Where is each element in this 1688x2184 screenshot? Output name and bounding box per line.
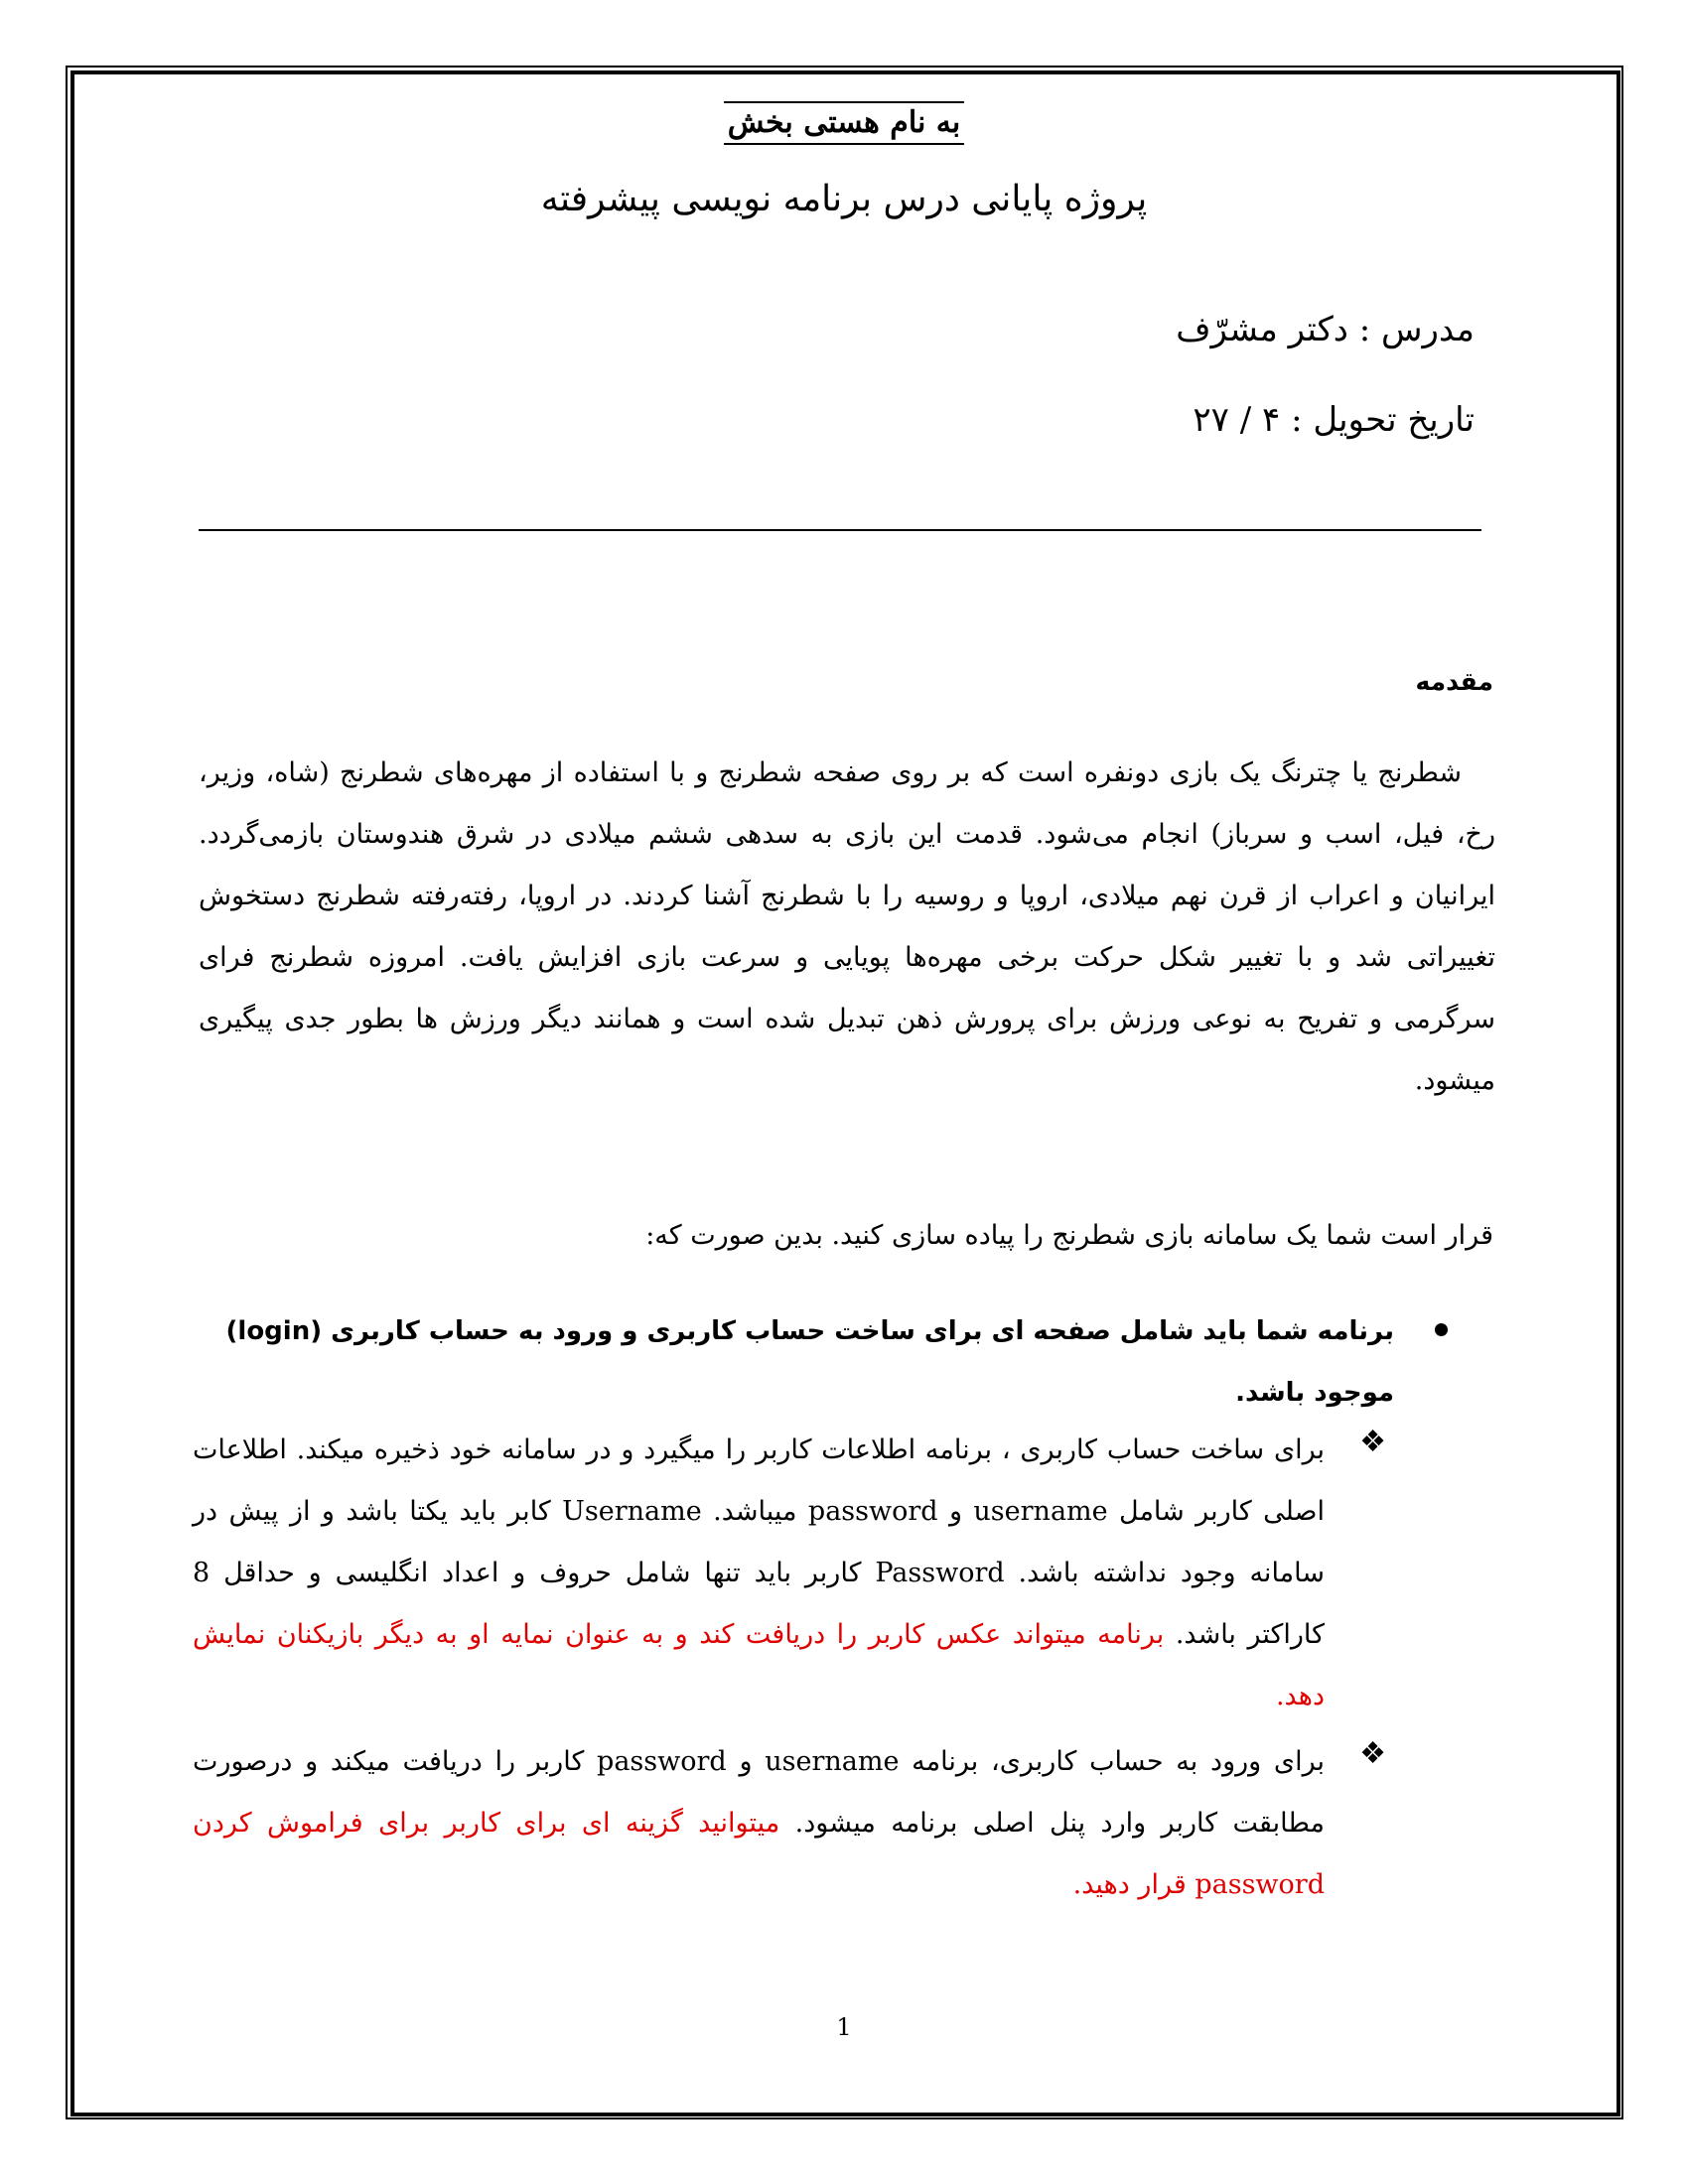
login-optional-note: میتوانید گزینه ای برای کاربر برای فراموش کردن password قرار دهید. xyxy=(193,1808,1325,1900)
due-date-line xyxy=(1193,400,1475,440)
diamond-cluster-icon: ❖ xyxy=(1359,1736,1386,1771)
project-title: پروژه پایانی درس برنامه نویسی پیشرفته xyxy=(540,179,1148,219)
intro-paragraph: شطرنج یا چترنگ یک بازی دونفره است که بر روی صفحه شطرنج و با استفاده از مهره‌های شطرنج (شاه، وزیر، رخ، فیل، اسب و سرباز) انجام می‌شود. قدمت این بازی به سدهی ششم میلادی در شرق هندوستان بازمی‌گردد. ایرانیان و اعراب از قرن نهم میلادی، اروپا و روسیه را با شطرنج آشنا کردند. در اروپا، رفته‌رفته شطرنج دستخوش تغییراتی شد و با تغییر شکل حرکت برخی مهره‌ها پویایی و سرعت بازی افزایش یافت. امروزه شطرنج فرای سرگرمی و تفریح به نوعی ورزش برای پرورش ذهن تبدیل شده است و همانند دیگر ورزش ها بطور جدی پیگیری میشود. xyxy=(199,757,1495,1096)
diamond-cluster-icon: ❖ xyxy=(1359,1425,1386,1459)
page-number: 1 xyxy=(836,2013,852,2041)
sub-requirements-list xyxy=(193,1420,1493,1920)
login-description: برای ورود به حساب کاربری، برنامه username و password کاربر را دریافت میکند و درصورت مطابقت کاربر وارد پنل اصلی برنامه میشود. xyxy=(193,1746,1325,1839)
due-date-value: ۴ / ۲۷ xyxy=(1193,400,1281,440)
signup-description: برای ساخت حساب کاربری ، برنامه اطلاعات کاربر را میگیرد و در سامانه خود ذخیره میکند. اطلاعات اصلی کاربر شامل username و password میباشد. Username کابر باید یکتا باشد و از پیش در سامانه وجود نداشته باشد. Password کاربر باید تنها شامل حروف و اعداد انگلیسی و حداقل 8 کاراکتر باشد. xyxy=(193,1434,1325,1650)
requirement-bullet xyxy=(193,1300,1493,1424)
intro-heading: مقدمه xyxy=(1415,667,1493,696)
sub-requirement-signup xyxy=(193,1420,1493,1727)
signup-optional-note: برنامه میتواند عکس کاربر را دریافت کند و به عنوان نمایه او به دیگر بازیکنان نمایش دهد. xyxy=(193,1619,1325,1711)
sub-requirement-text xyxy=(193,1731,1325,1916)
bismillah-heading xyxy=(596,101,1092,145)
intro-paragraph-block xyxy=(199,743,1495,1112)
instructor-name: دکتر مشرّف xyxy=(1176,310,1348,349)
bismillah-text: به نام هستی بخش xyxy=(724,101,964,145)
colon-separator: : xyxy=(1347,310,1371,349)
bullet-dot-icon xyxy=(1435,1323,1448,1336)
colon-separator: : xyxy=(1280,400,1303,440)
requirements-lead-in: قرار است شما یک سامانه بازی شطرنج را پیاده سازی کنید. بدین صورت که: xyxy=(645,1220,1493,1251)
instructor-label: مدرس xyxy=(1381,310,1475,349)
sub-requirement-text xyxy=(193,1420,1325,1727)
due-date-label: تاریخ تحویل xyxy=(1313,400,1475,440)
bullet-text: برنامه شما باید شامل صفحه ای برای ساخت حساب کاربری و ورود به حساب کاربری (login) موجود باشد. xyxy=(225,1316,1394,1408)
header-divider xyxy=(199,529,1481,531)
sub-requirement-login xyxy=(193,1731,1493,1916)
instructor-line xyxy=(1176,310,1475,349)
